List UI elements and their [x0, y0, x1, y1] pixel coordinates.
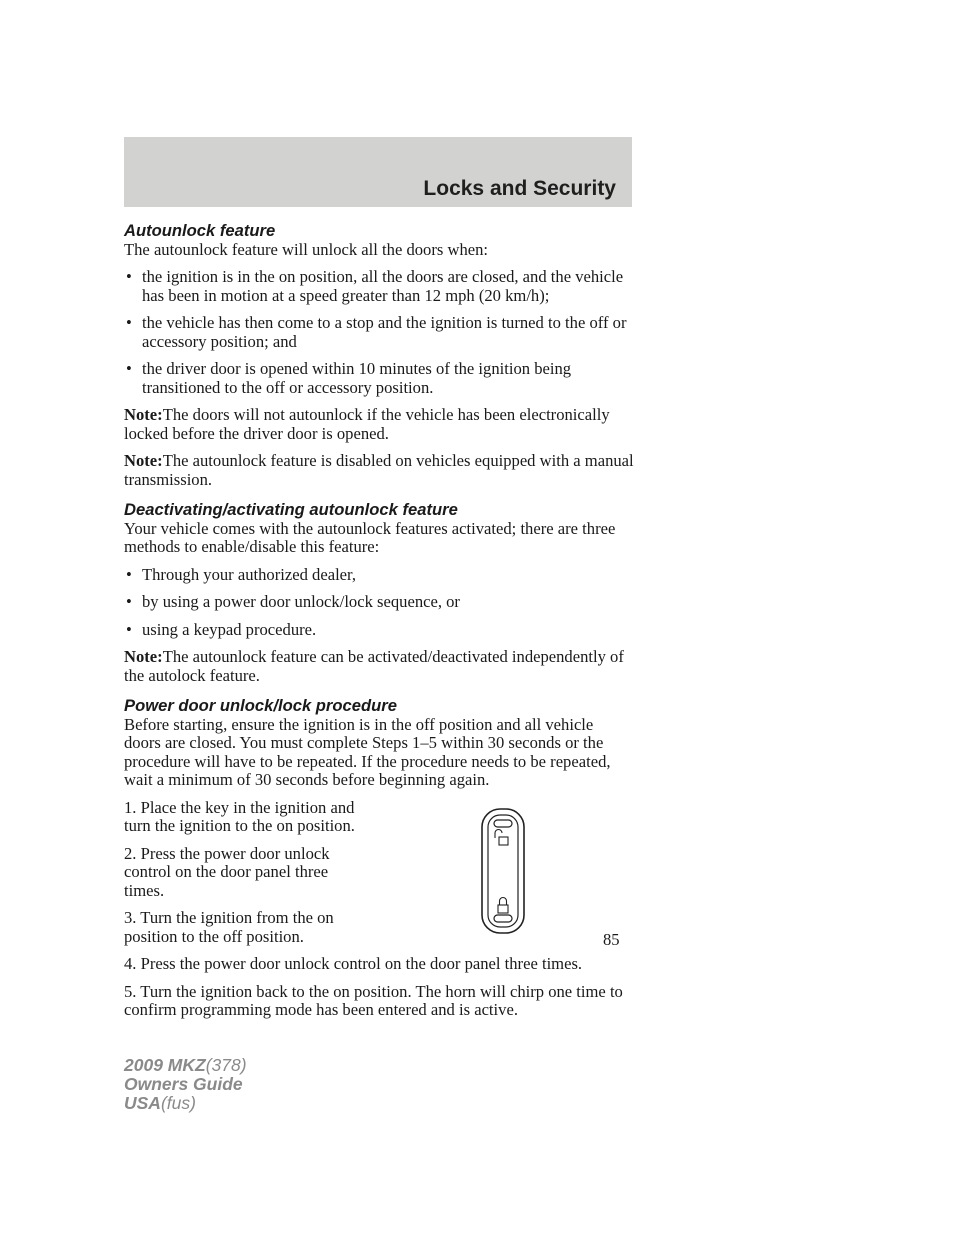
step-1: 1. Place the key in the ignition and turn the ignition to the on position.: [124, 797, 355, 835]
list-item: • the ignition is in the on position, all the doors are closed, and the vehicle has been in motion at a speed greater than 12 mph (20 km/h);: [126, 267, 624, 305]
heading-deactivating: Deactivating/activating autounlock feature: [124, 500, 458, 519]
section-title: Locks and Security: [423, 177, 616, 200]
footer-region-code: (fus): [160, 1093, 196, 1113]
bullet-icon: •: [126, 313, 132, 332]
footer-model-code: (378): [205, 1055, 247, 1075]
note-doors: Note:The doors will not autounlock if the vehicle has been electronically locked before the driver door is opened.: [124, 405, 610, 443]
step-2: 2. Press the power door unlock control on the door panel three times.: [124, 843, 330, 900]
step-3: 3. Turn the ignition from the on position to the off position.: [124, 908, 334, 946]
procedure-intro: Before starting, ensure the ignition is in the off position and all vehicle doors are closed. You must complete Steps 1–5 within 30 seconds or the procedure will have to be repeated. If the procedure needs to be repeated, wait a minimum of 30 seconds before beginning again.: [124, 714, 611, 789]
list-item: • using a keypad procedure.: [126, 619, 317, 639]
footer-model: 2009 MKZ: [124, 1055, 206, 1075]
page-number: 85: [603, 930, 620, 949]
autounlock-intro: The autounlock feature will unlock all the doors when:: [124, 239, 489, 259]
note-manual: Note:The autounlock feature is disabled on vehicles equipped with a manual transmission.: [124, 451, 634, 489]
footer: [124, 1056, 247, 1113]
bullet-icon: •: [126, 564, 132, 584]
footer-guide: Owners Guide: [124, 1074, 243, 1094]
heading-procedure: Power door unlock/lock procedure: [124, 696, 397, 715]
bullet-icon: •: [126, 267, 132, 286]
bullet-icon: •: [126, 592, 132, 611]
deactivating-bullets: [124, 566, 634, 640]
bullet-icon: •: [126, 619, 132, 639]
step-4: 4. Press the power door unlock control on the door panel three times.: [124, 954, 583, 973]
steps-block: [124, 799, 634, 947]
autounlock-bullets: [124, 268, 634, 397]
list-item: • the vehicle has then come to a stop and the ignition is turned to the off or accessory position; and: [126, 313, 627, 351]
header-band: [124, 137, 632, 207]
note-independent: Note:The autounlock feature can be activated/deactivated independently of the autolock feature.: [124, 647, 624, 685]
deactivating-intro: Your vehicle comes with the autounlock features activated; there are three methods to enable/disable this feature:: [124, 518, 616, 556]
list-item: • Through your authorized dealer,: [126, 564, 357, 584]
bullet-icon: •: [126, 359, 132, 378]
step-5: 5. Turn the ignition back to the on position. The horn will chirp one time to confirm programming mode has been entered and is active.: [124, 981, 623, 1019]
heading-autounlock: Autounlock feature: [124, 221, 276, 240]
list-item: • by using a power door unlock/lock sequence, or: [126, 592, 460, 611]
list-item: • the driver door is opened within 10 minutes of the ignition being transitioned to the off or accessory position.: [126, 359, 572, 397]
footer-region: USA: [124, 1093, 161, 1113]
door-lock-switch-icon: [480, 807, 526, 935]
page-content: [124, 222, 634, 1029]
